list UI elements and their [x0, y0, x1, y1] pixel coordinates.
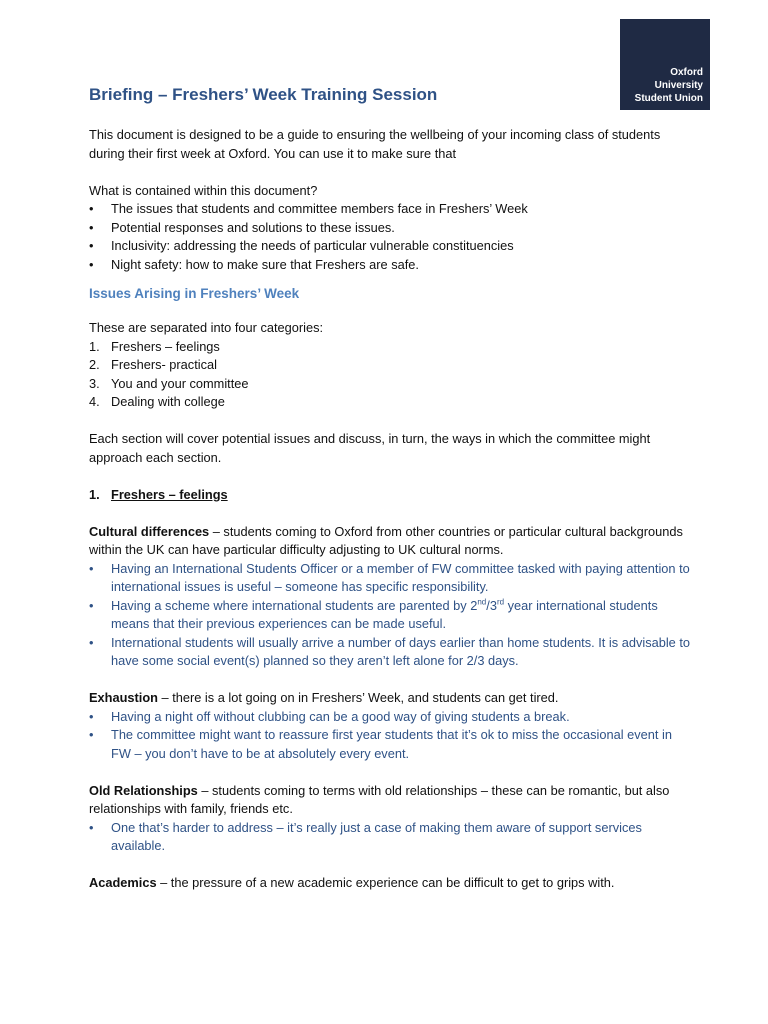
list-item: • International students will usually arrive a number of days earlier than home students. It is advisable to have some social event(s) planned so they aren’t left alone for 2/3 days. [89, 634, 694, 671]
document-body [89, 126, 694, 893]
cultural-label: Cultural differences [89, 523, 210, 539]
subsection-heading: 1. Freshers – feelings [89, 486, 228, 502]
bullet-icon: • [89, 238, 94, 253]
intro-paragraph: This document is designed to be a guide to ensuring the wellbeing of your incoming class of students during their first week at Oxford. You can use it to make sure that [89, 127, 661, 161]
bullet-icon: • [89, 727, 94, 742]
list-item: • Potential responses and solutions to these issues. [89, 219, 694, 238]
old-relationships-label: Old Relationships [89, 782, 198, 798]
document-title: Briefing – Freshers’ Week Training Session [89, 85, 438, 104]
list-item: 4. Dealing with college [89, 394, 225, 409]
bullet-icon: • [89, 597, 94, 613]
list-item: 1. Freshers – feelings [89, 338, 220, 354]
list-item: • The issues that students and committee members face in Freshers’ Week [89, 200, 694, 219]
list-item: • One that’s harder to address – it’s really just a case of making them aware of support services available. [89, 819, 694, 856]
academics-paragraph: Academics – the pressure of a new academic experience can be difficult to get to grips with. [89, 875, 615, 890]
section-description: Each section will cover potential issues and discuss, in turn, the ways in which the committee might approach each section. [89, 431, 651, 465]
contents-list [89, 200, 694, 274]
exhaustion-label: Exhaustion [89, 690, 158, 705]
old-relationships-paragraph: Old Relationships – students coming to terms with old relationships – these can be romantic, but also relationships with family, friends etc. [89, 782, 670, 816]
list-item: • Having a night off without clubbing can be a good way of giving students a break. [89, 708, 694, 727]
list-item: • Having a scheme where international students are parented by 2nd/3rd year international students means that their previous experiences can be made useful. [89, 597, 694, 634]
bullet-icon: • [89, 708, 94, 724]
bullet-icon: • [89, 634, 94, 650]
bullet-icon: • [89, 219, 94, 235]
list-item: • Having an International Students Officer or a member of FW committee tasked with paying attention to international issues is useful – someone has specific responsibility. [89, 560, 694, 597]
contents-question: What is contained within this document? [89, 182, 318, 198]
list-item: • Night safety: how to make sure that Freshers are safe. [89, 256, 694, 275]
oxford-su-logo [620, 19, 710, 110]
exhaustion-paragraph: Exhaustion – there is a lot going on in Freshers’ Week, and students can get tired. [89, 690, 559, 705]
section-heading: Issues Arising in Freshers’ Week [89, 286, 300, 301]
logo-line-1: Oxford [670, 67, 703, 78]
bullet-icon: • [89, 819, 94, 835]
list-item: 3. You and your committee [89, 375, 249, 391]
cultural-differences-paragraph: Cultural differences – students coming to Oxford from other countries or particular cultural backgrounds within the UK can have particular difficulty adjusting to UK cultural norms. [89, 523, 683, 557]
bullet-icon: • [89, 256, 94, 272]
logo-line-2: University [654, 80, 703, 91]
list-item: 2. Freshers- practical [89, 357, 217, 372]
bullet-icon: • [89, 560, 94, 576]
list-item: • Inclusivity: addressing the needs of particular vulnerable constituencies [89, 237, 694, 256]
list-item: • The committee might want to reassure first year students that it’s ok to miss the occasional event in FW – you don’t have to be at absolutely every event. [89, 726, 694, 763]
categories-list [89, 338, 694, 412]
categories-intro: These are separated into four categories: [89, 320, 324, 335]
bullet-icon: • [89, 201, 94, 216]
logo-line-3: Student Union [634, 93, 703, 104]
academics-label: Academics [89, 875, 157, 890]
